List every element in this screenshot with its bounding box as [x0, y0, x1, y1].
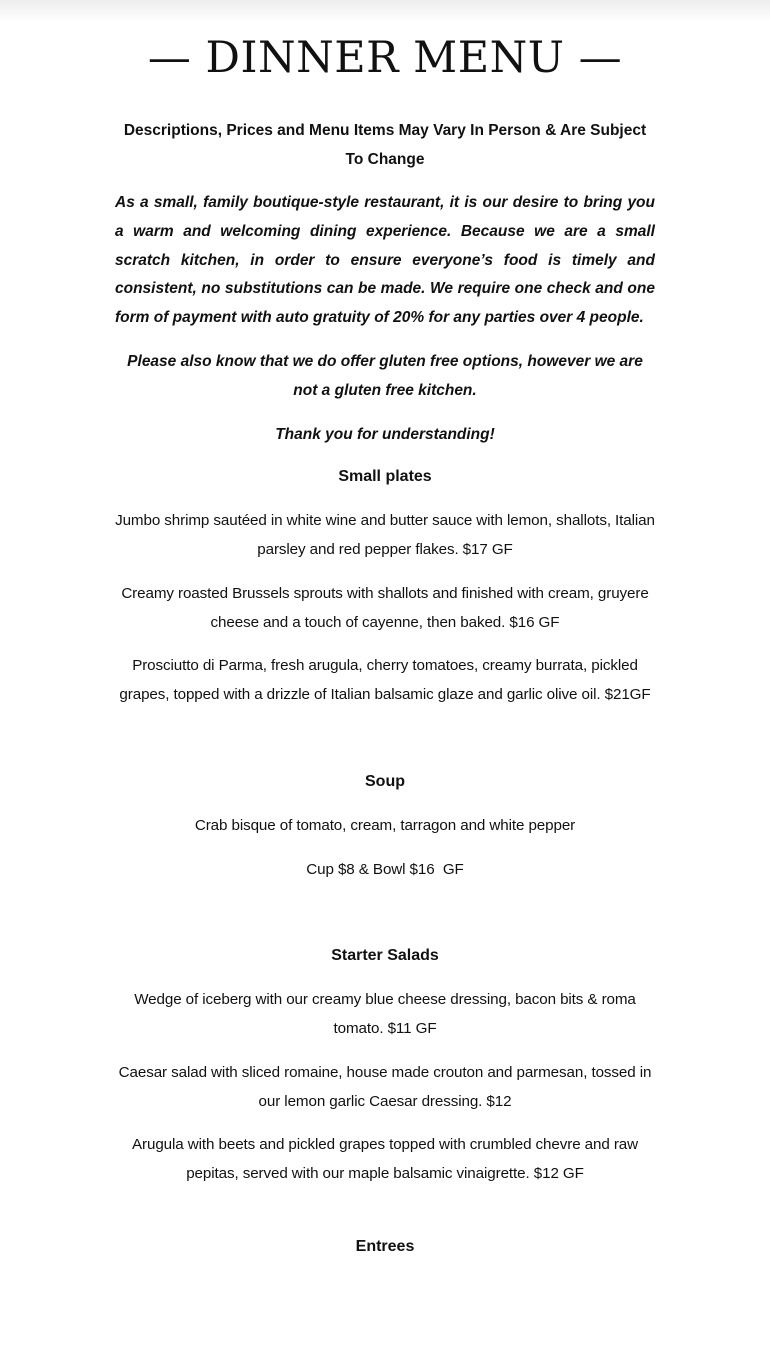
- menu-item: Jumbo shrimp sautéed in white wine and butter sauce with lemon, shallots, Italian parsley and red pepper flakes. $17 GF: [115, 512, 655, 558]
- menu-item: Crab bisque of tomato, cream, tarragon and white pepper: [194, 816, 576, 834]
- menu-item: Prosciutto di Parma, fresh arugula, cherry tomatoes, creamy burrata, pickled grapes, topped with a drizzle of Italian balsamic glaze and garlic olive oil. $21GF: [119, 657, 651, 704]
- thank-you-note: Thank you for understanding!: [275, 425, 495, 443]
- section-heading-entrees: Entrees: [355, 1237, 415, 1255]
- menu-content: [115, 0, 655, 1275]
- menu-item: Caesar salad with sliced romaine, house made crouton and parmesan, tossed in our lemon garlic Caesar dressing. $12: [118, 1063, 652, 1110]
- section-heading-soup: Soup: [365, 772, 405, 790]
- gluten-free-note: Please also know that we do offer gluten free options, however we are not a gluten free kitchen.: [127, 352, 643, 399]
- page-title: — DINNER MENU —: [147, 33, 623, 83]
- section-heading-small-plates: Small plates: [338, 468, 432, 486]
- restaurant-policy: As a small, family boutique-style restaurant, it is our desire to bring you a warm and welcoming dining experience. Because we are a small scratch kitchen, in order to ensure everyone’s food is timely and consistent, no substitutions can be made. We require one check and one form of payment with auto gratuity of 20% for any parties over 4 people.: [115, 194, 655, 327]
- menu-item: Wedge of iceberg with our creamy blue cheese dressing, bacon bits & roma tomato. $11 GF: [134, 991, 636, 1037]
- section-heading-starter-salads: Starter Salads: [331, 947, 439, 965]
- menu-item: Creamy roasted Brussels sprouts with shallots and finished with cream, gruyere cheese and a touch of cayenne, then baked. $16 GF: [121, 584, 649, 631]
- menu-item: Arugula with beets and pickled grapes topped with crumbled chevre and raw pepitas, served with our maple balsamic vinaigrette. $12 GF: [132, 1136, 638, 1183]
- menu-item-price: Cup $8 & Bowl $16 GF: [306, 860, 464, 878]
- menu-notice: Descriptions, Prices and Menu Items May Vary In Person & Are Subject To Change: [123, 122, 647, 168]
